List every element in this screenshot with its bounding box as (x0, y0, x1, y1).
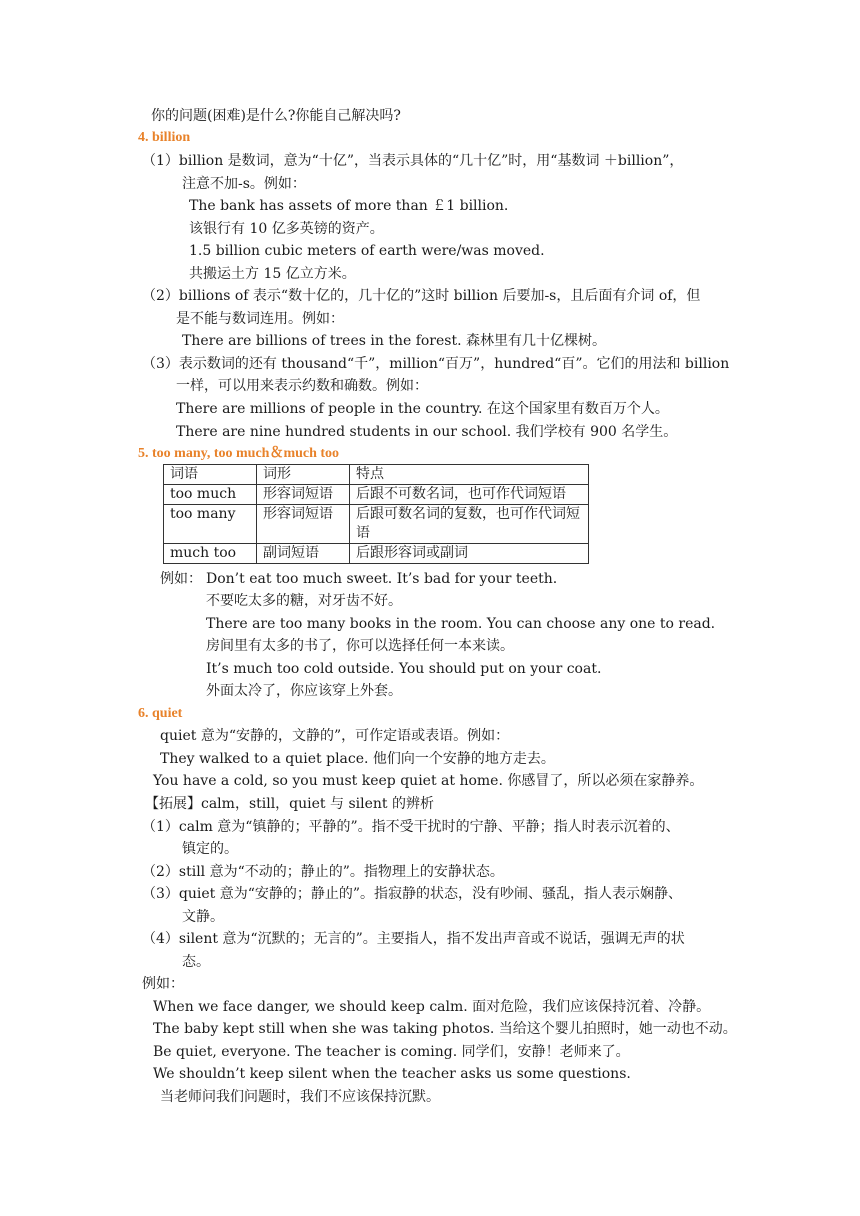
billion-example-3: There are billions of trees in the forest. 森林里有几十亿棵树。 (182, 333, 606, 349)
quiet-definition: quiet 意为“安静的，文静的”，可作定语或表语。例如： (160, 728, 510, 744)
comparison-table (163, 464, 589, 564)
too-example-2-en: There are too many books in the room. You can choose any one to read. (206, 616, 716, 632)
table-cell: 后跟可数名词的复数，也可作代词短语 (350, 505, 589, 544)
billion-point-1: （1）billion 是数词，意为“十亿”，当表示具体的“几十亿”时，用“基数词 ＋billion”， (142, 153, 684, 169)
still-item: （2）still 意为“不动的；静止的”。指物理上的安静状态。 (142, 864, 504, 880)
table-header-cell: 词形 (257, 465, 350, 485)
billion-example-2-en: 1.5 billion cubic meters of earth were/was moved. (189, 243, 545, 259)
billion-point-3: （3）表示数词的还有 thousand“千”，million“百万”，hundred“百”。它们的用法和 billion (142, 356, 730, 372)
table-cell: 后跟不可数名词，也可作代词短语 (350, 485, 589, 505)
table-header-cell: 词语 (164, 465, 257, 485)
quiet-item-cont: 文静。 (182, 909, 224, 925)
comparison-example-4-en: We shouldn’t keep silent when the teacher asks us some questions. (153, 1066, 631, 1082)
table-header-cell: 特点 (350, 465, 589, 485)
examples-label: 例如： (160, 571, 202, 587)
billion-point-3-cont: 一样，可以用来表示约数和确数。例如： (176, 378, 428, 394)
too-example-3-en: It’s much too cold outside. You should put on your coat. (206, 661, 602, 677)
silent-item: （4）silent 意为“沉默的；无言的”。主要指人，指不发出声音或不说话，强调无声的状 (142, 931, 685, 947)
table-cell: too much (164, 485, 257, 505)
comparison-example-2: The baby kept still when she was taking photos. 当给这个婴儿拍照时，她一动也不动。 (153, 1021, 737, 1037)
too-example-3-cn: 外面太冷了，你应该穿上外套。 (206, 683, 402, 699)
billion-example-4: There are millions of people in the country. 在这个国家里有数百万个人。 (176, 401, 669, 417)
table-row (164, 505, 589, 544)
section-heading-quiet: 6. quiet (138, 706, 183, 721)
too-example-1-cn: 不要吃太多的糖，对牙齿不好。 (206, 593, 402, 609)
billion-example-1-en: The bank has assets of more than ￡1 billion. (189, 198, 509, 214)
quiet-item: （3）quiet 意为“安静的；静止的”。指寂静的状态，没有吵闹、骚乱，指人表示娴静、 (142, 886, 683, 902)
too-example-2-cn: 房间里有太多的书了，你可以选择任何一本来读。 (206, 638, 514, 654)
section-heading-billion: 4. billion (138, 130, 191, 145)
billion-point-2: （2）billions of 表示“数十亿的，几十亿的”这时 billion 后要加-s，且后面有介词 of，但 (142, 288, 701, 304)
extension-heading: 【拓展】calm，still，quiet 与 silent 的辨析 (145, 796, 434, 812)
table-cell: much too (164, 544, 257, 564)
billion-point-1-cont: 注意不加-s。例如： (182, 176, 306, 192)
table-row (164, 485, 589, 505)
table-cell: too many (164, 505, 257, 544)
table-cell: 副词短语 (257, 544, 350, 564)
section-heading-too-many: 5. too many, too much＆much too (138, 446, 340, 461)
comparison-example-1: When we face danger, we should keep calm. 面对危险，我们应该保持沉着、冷静。 (153, 999, 711, 1015)
table-cell: 形容词短语 (257, 505, 350, 544)
calm-item: （1）calm 意为“镇静的；平静的”。指不受干扰时的宁静、平静；指人时表示沉着的、 (142, 819, 680, 835)
calm-item-cont: 镇定的。 (182, 841, 238, 857)
examples-label: 例如： (142, 976, 184, 992)
silent-item-cont: 态。 (182, 954, 210, 970)
billion-example-5: There are nine hundred students in our school. 我们学校有 900 名学生。 (176, 424, 678, 440)
quiet-example-1: They walked to a quiet place. 他们向一个安静的地方走去。 (160, 751, 555, 767)
quiet-example-2: You have a cold, so you must keep quiet at home. 你感冒了，所以必须在家静养。 (153, 773, 704, 789)
billion-example-2-cn: 共搬运土方 15 亿立方米。 (189, 266, 356, 282)
intro-line: 你的问题(困难)是什么?你能自己解决吗? (151, 108, 401, 124)
table-header-row (164, 465, 589, 485)
billion-example-1-cn: 该银行有 10 亿多英镑的资产。 (189, 221, 384, 237)
comparison-example-3: Be quiet, everyone. The teacher is coming. 同学们，安静！老师来了。 (153, 1044, 630, 1060)
table-cell: 后跟形容词或副词 (350, 544, 589, 564)
too-example-1-en: Don’t eat too much sweet. It’s bad for your teeth. (206, 571, 558, 587)
table-row (164, 544, 589, 564)
table-cell: 形容词短语 (257, 485, 350, 505)
billion-point-2-cont: 是不能与数词连用。例如： (176, 311, 344, 327)
comparison-example-4-cn: 当老师问我们问题时，我们不应该保持沉默。 (160, 1089, 440, 1105)
